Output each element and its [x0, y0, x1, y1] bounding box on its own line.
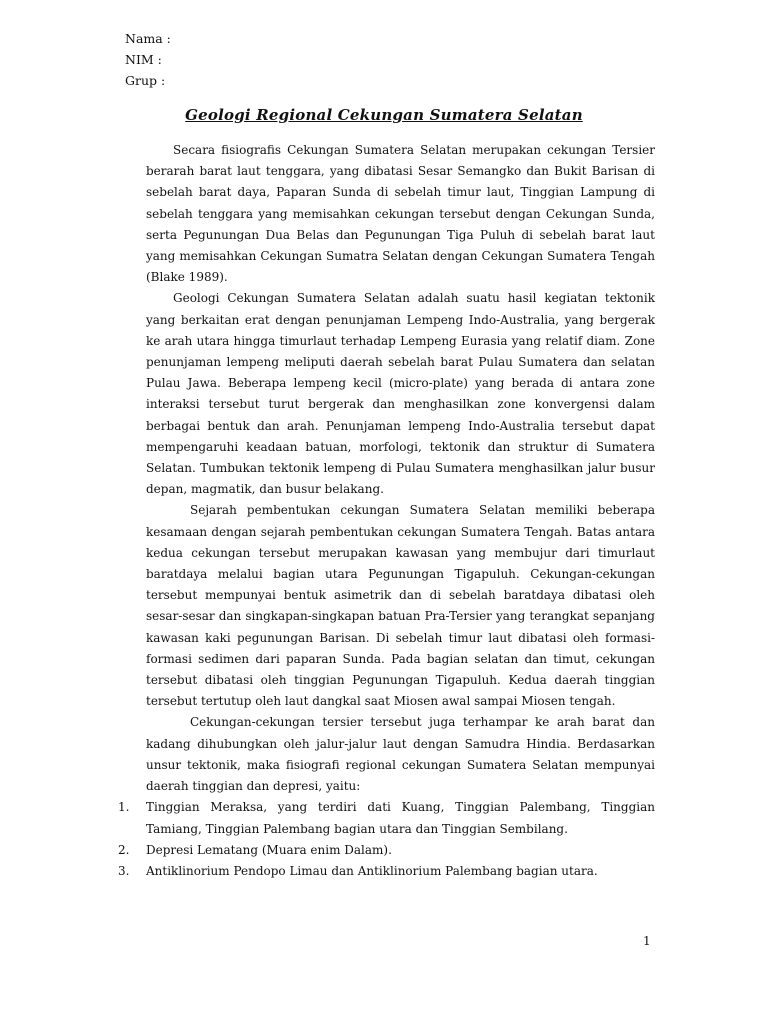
list-item-number: 1.	[118, 800, 130, 815]
paragraph-4: Cekungan-cekungan tersier tersebut juga terhampar ke arah barat dan kadang dihubungkan oleh jalur-jalur laut dengan Samudra Hindia. Berdasarkan unsur tektonik, maka fisiografi regional cekungan Sumatera Selatan mempunyai daerah tinggian dan depresi, yaitu:	[146, 715, 655, 794]
list-item-text: Tinggian Meraksa, yang terdiri dati Kuang, Tinggian Palembang, Tinggian Tamiang, Tinggian Palembang bagian utara dan Tinggian Sembilang.	[146, 800, 655, 836]
nim-field: NIM :	[125, 52, 162, 67]
grup-field: Grup :	[125, 73, 166, 88]
list-item-number: 3.	[118, 863, 130, 878]
document-body	[118, 140, 655, 882]
list-item	[118, 861, 655, 882]
list-item-text: Depresi Lematang (Muara enim Dalam).	[146, 842, 392, 857]
page-number: 1	[643, 934, 651, 948]
list-item-number: 2.	[118, 842, 130, 857]
paragraph-3: Sejarah pembentukan cekungan Sumatera Selatan memiliki beberapa kesamaan dengan sejarah pembentukan cekungan Sumatera Tengah. Batas antara kedua cekungan tersebut merupakan kawasan yang membujur dari timurlaut baratdaya melalui bagian utara Pegunungan Tigapuluh. Cekungan-cekungan tersebut mempunyai bentuk asimetrik dan di sebelah baratdaya dibatasi oleh sesar-sesar dan singkapan-singkapan batuan Pra-Tersier yang terangkat sepanjang kawasan kaki pegunungan Barisan. Di sebelah timur laut dibatasi oleh formasi-formasi sedimen dari paparan Sunda. Pada bagian selatan dan timut, cekungan tersebut dibatasi oleh tinggian Pegunungan Tigapuluh. Kedua daerah tinggian tersebut tertutup oleh laut dangkal saat Miosen awal sampai Miosen tengah.	[146, 503, 655, 709]
list-item	[118, 840, 655, 861]
paragraph-2: Geologi Cekungan Sumatera Selatan adalah suatu hasil kegiatan tektonik yang berkaitan erat dengan penunjaman Lempeng Indo-Australia, yang bergerak ke arah utara hingga timurlaut terhadap Lempeng Eurasia yang relatif diam. Zone penunjaman lempeng meliputi daerah sebelah barat Pulau Sumatera dan selatan Pulau Jawa. Beberapa lempeng kecil (micro-plate) yang berada di antara zone interaksi tersebut turut bergerak dan menghasilkan zone konvergensi dalam berbagai bentuk dan arah. Penunjaman lempeng Indo-Australia tersebut dapat mempengaruhi keadaan batuan, morfologi, tektonik dan struktur di Sumatera Selatan. Tumbukan tektonik lempeng di Pulau Sumatera menghasilkan jalur busur depan, magmatik, dan busur belakang.	[146, 291, 655, 497]
list-item-text: Antiklinorium Pendopo Limau dan Antiklinorium Palembang bagian utara.	[146, 863, 598, 878]
list-item	[118, 797, 655, 839]
nama-field: Nama :	[125, 31, 171, 46]
depression-list	[118, 797, 655, 882]
paragraph-1: Secara fisiografis Cekungan Sumatera Selatan merupakan cekungan Tersier berarah barat laut tenggara, yang dibatasi Sesar Semangko dan Bukit Barisan di sebelah barat daya, Paparan Sunda di sebelah timur laut, Tinggian Lampung di sebelah tenggara yang memisahkan cekungan tersebut dengan Cekungan Sunda, serta Pegunungan Dua Belas dan Pegunungan Tiga Puluh di sebelah barat laut yang memisahkan Cekungan Sumatra Selatan dengan Cekungan Sumatera Tengah (Blake 1989).	[146, 143, 655, 285]
document-title: Geologi Regional Cekungan Sumatera Selatan	[185, 106, 583, 124]
